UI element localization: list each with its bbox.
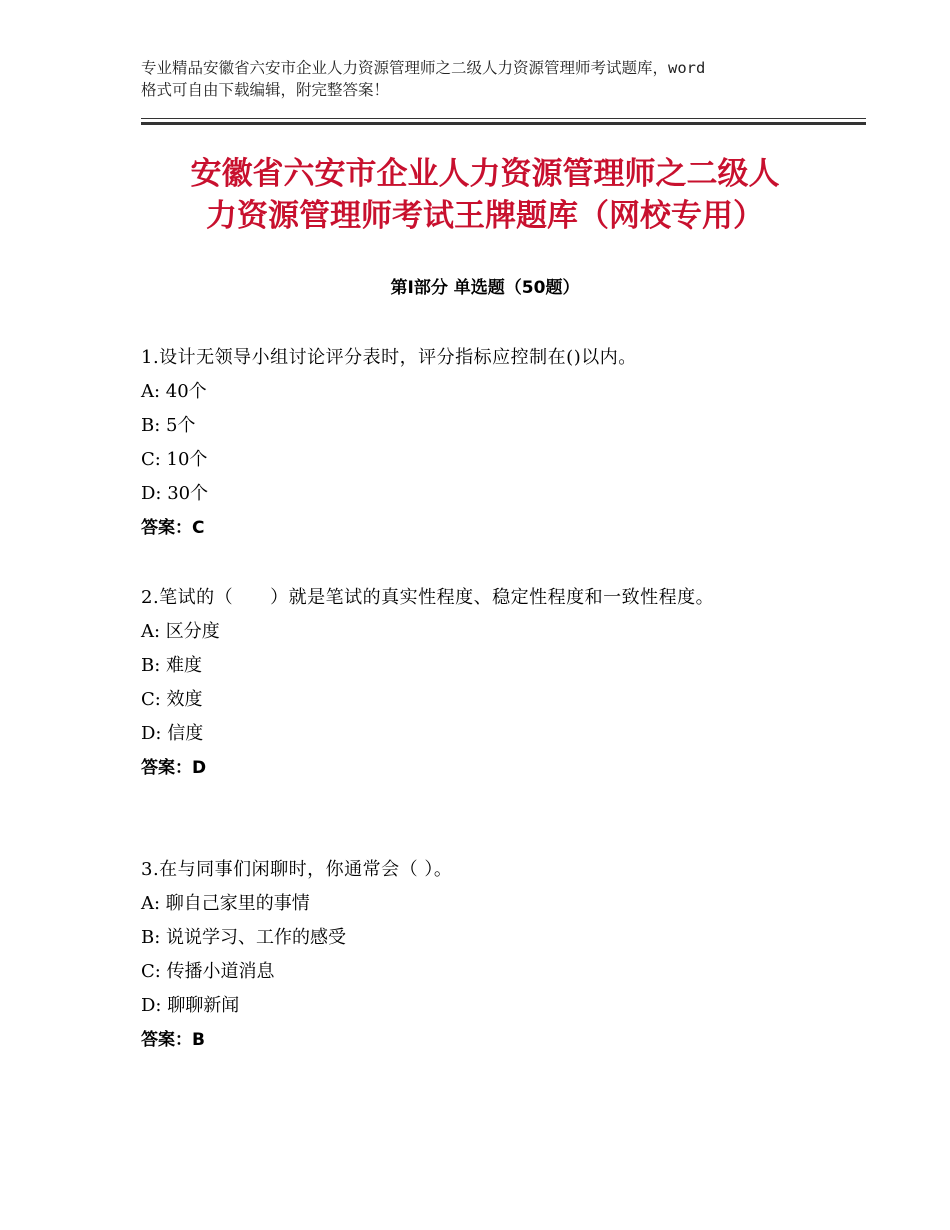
question-stem: 3.在与同事们闲聊时，你通常会（ ）。 [141, 859, 453, 880]
option-a: A: 40个 [141, 381, 207, 402]
question-stem: 2.笔试的（ ）就是笔试的真实性程度、稳定性程度和一致性程度。 [141, 587, 715, 608]
header-note [141, 57, 841, 101]
answer-label: 答案：D [141, 758, 207, 778]
option-c: C: 效度 [141, 689, 203, 710]
option-b: B: 5个 [141, 415, 196, 436]
header-divider-thick [141, 122, 866, 125]
option-c: C: 传播小道消息 [141, 961, 275, 982]
option-c: C: 10个 [141, 449, 208, 470]
option-b: B: 说说学习、工作的感受 [141, 927, 347, 948]
option-a: A: 区分度 [141, 621, 220, 642]
question-stem: 1.设计无领导小组讨论评分表时，评分指标应控制在()以内。 [141, 347, 637, 368]
option-d: D: 信度 [141, 723, 204, 744]
header-note-line-2: 格式可自由下载编辑，附完整答案！ [141, 81, 390, 99]
answer-label: 答案：B [141, 1030, 205, 1050]
document-title [140, 153, 830, 237]
header-divider-thin [141, 118, 866, 119]
document-title-line-2: 力资源管理师考试王牌题库（网校专用） [206, 198, 764, 234]
option-b: B: 难度 [141, 655, 203, 676]
answer-label: 答案：C [141, 518, 205, 538]
question-item [141, 581, 781, 785]
question-item [141, 853, 781, 1057]
option-d: D: 30个 [141, 483, 209, 504]
question-item [141, 341, 781, 545]
option-d: D: 聊聊新闻 [141, 995, 240, 1016]
header-note-line-1: 专业精品安徽省六安市企业人力资源管理师之二级人力资源管理师考试题库，word [141, 59, 706, 77]
document-title-line-1: 安徽省六安市企业人力资源管理师之二级人 [190, 156, 780, 192]
option-a: A: 聊自己家里的事情 [141, 893, 310, 914]
section-title: 第Ⅰ部分 单选题（50题） [390, 278, 580, 298]
